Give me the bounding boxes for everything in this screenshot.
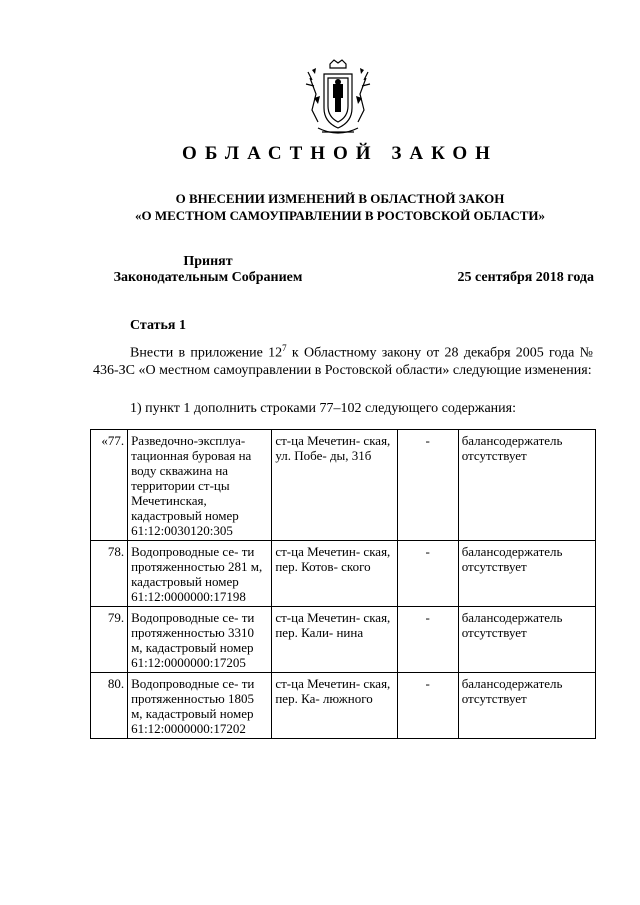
adoption-label-line2: Законодательным Собранием bbox=[113, 270, 303, 285]
object-description: Разведочно-эксплуа- тационная буровая на воду скважина на территории ст-цы Мечетинская, кадастровый номер 61:12:0030120:305 bbox=[128, 430, 272, 541]
row-number: 78. bbox=[91, 541, 128, 607]
object-address: ст-ца Мечетин- ская, пер. Котов- ского bbox=[272, 541, 397, 607]
article-paragraph bbox=[93, 340, 593, 379]
adoption-label-line1: Принят bbox=[183, 254, 233, 269]
row-number: 80. bbox=[91, 673, 128, 739]
empty-value: - bbox=[397, 607, 458, 673]
law-subtitle-line1: О ВНЕСЕНИИ ИЗМЕНЕНИЙ В ОБЛАСТНОЙ ЗАКОН bbox=[175, 191, 505, 206]
adoption-date: 25 сентября 2018 года bbox=[457, 270, 594, 285]
object-address: ст-ца Мечетин- ская, пер. Кали- нина bbox=[272, 607, 397, 673]
law-subtitle bbox=[0, 190, 640, 224]
law-title: ОБЛАСТНОЙ ЗАКОН bbox=[182, 143, 498, 164]
object-address: ст-ца Мечетин- ская, пер. Ка- люжного bbox=[272, 673, 397, 739]
table-row bbox=[91, 607, 596, 673]
row-number: 79. bbox=[91, 607, 128, 673]
object-description: Водопроводные се- ти протяженностью 281 м, кадастровый номер 61:12:0000000:17198 bbox=[128, 541, 272, 607]
object-description: Водопроводные се- ти протяженностью 1805 м, кадастровый номер 61:12:0000000:17202 bbox=[128, 673, 272, 739]
empty-value: - bbox=[397, 541, 458, 607]
amendment-table bbox=[90, 429, 596, 739]
empty-value: - bbox=[397, 430, 458, 541]
owner-status: балансодержатель отсутствует bbox=[458, 673, 595, 739]
article-paragraph-start: Внести в приложение 12 bbox=[130, 345, 283, 361]
table-row bbox=[91, 430, 596, 541]
adoption-label bbox=[93, 254, 323, 286]
table-row bbox=[91, 541, 596, 607]
article-heading: Статья 1 bbox=[130, 318, 186, 333]
owner-status: балансодержатель отсутствует bbox=[458, 430, 595, 541]
row-number: «77. bbox=[91, 430, 128, 541]
empty-value: - bbox=[397, 673, 458, 739]
coat-of-arms-emblem bbox=[302, 58, 374, 138]
table-row bbox=[91, 673, 596, 739]
article-paragraph-superscript: 7 bbox=[282, 343, 287, 353]
object-address: ст-ца Мечетин- ская, ул. Побе- ды, 31б bbox=[272, 430, 397, 541]
article-paragraph-rest: к Областному закону от 28 декабря 2005 года № 436-ЗС «О местном самоуправлении в Ростовской области» следующие изменения: bbox=[93, 345, 593, 378]
owner-status: балансодержатель отсутствует bbox=[458, 541, 595, 607]
law-subtitle-line2: «О МЕСТНОМ САМОУПРАВЛЕНИИ В РОСТОВСКОЙ ОБЛАСТИ» bbox=[135, 208, 545, 223]
owner-status: балансодержатель отсутствует bbox=[458, 607, 595, 673]
object-description: Водопроводные се- ти протяженностью 3310 м, кадастровый номер 61:12:0000000:17205 bbox=[128, 607, 272, 673]
article-point: 1) пункт 1 дополнить строками 77–102 следующего содержания: bbox=[130, 401, 516, 416]
